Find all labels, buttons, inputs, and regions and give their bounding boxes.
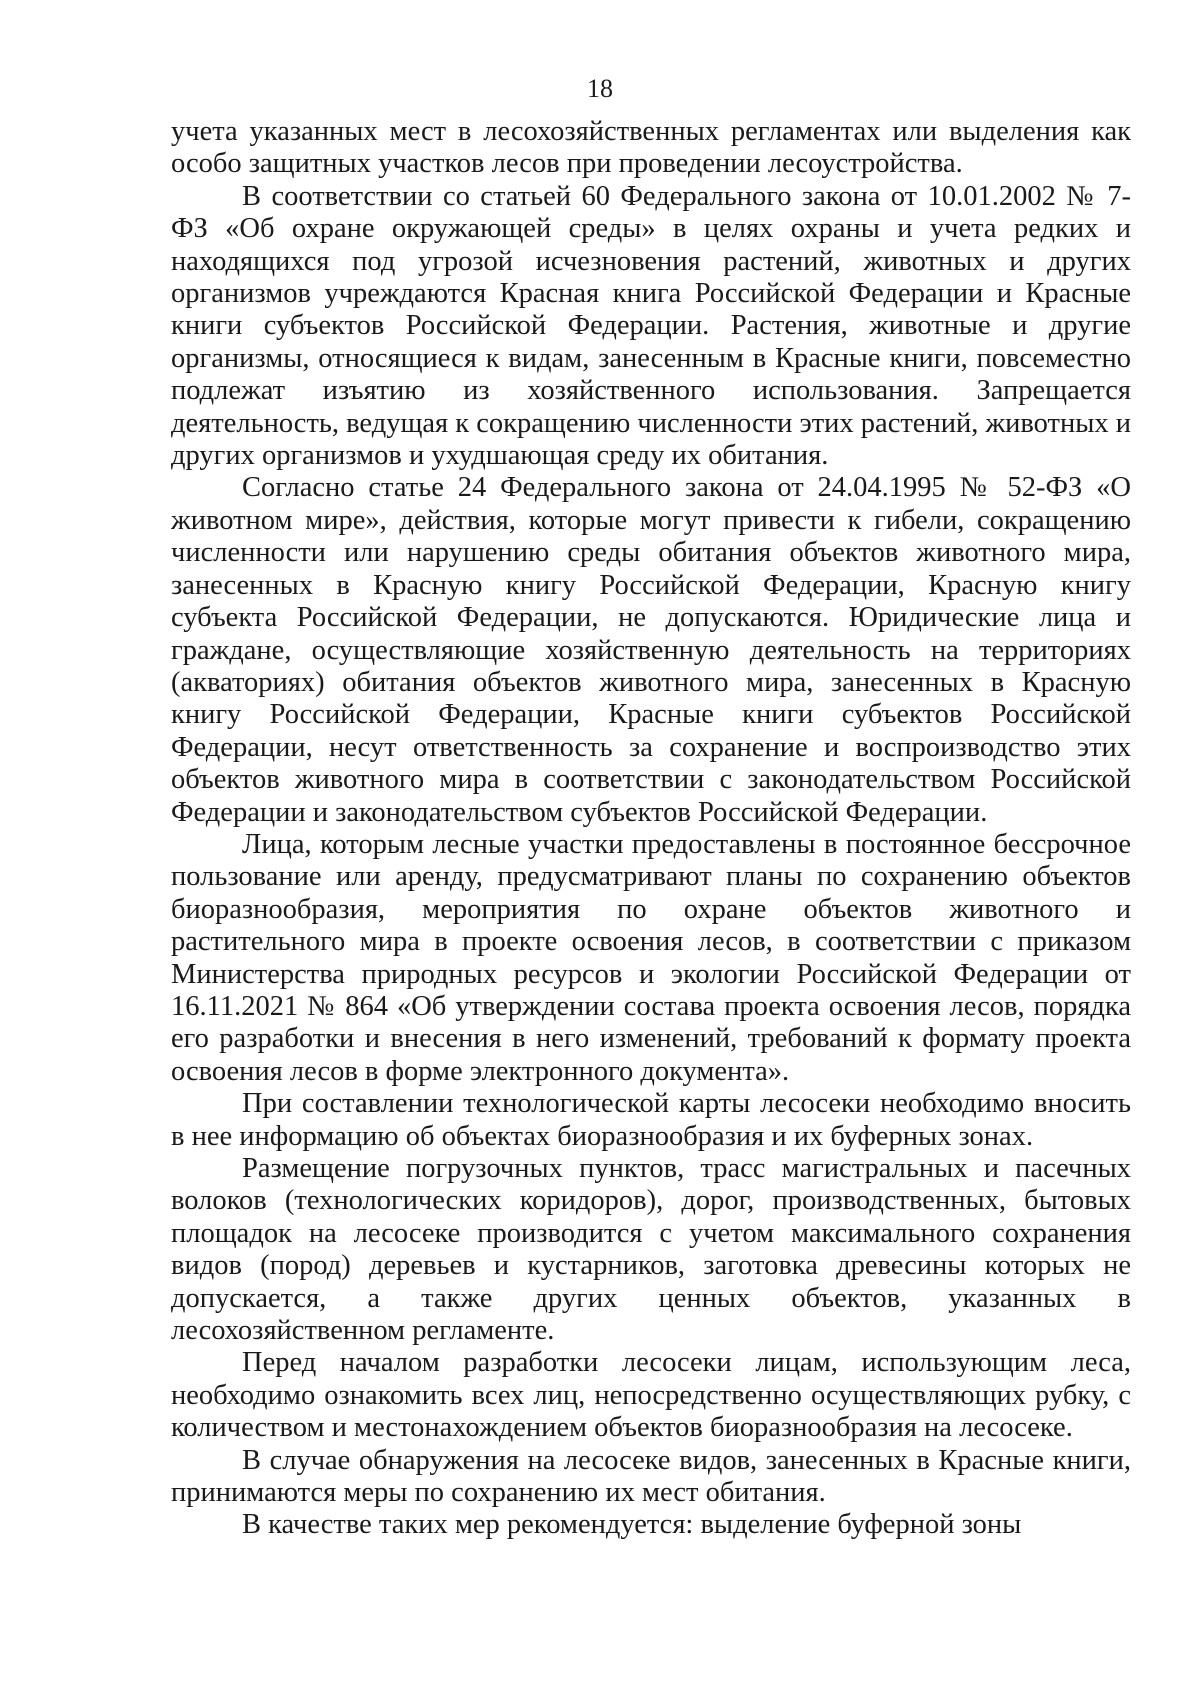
paragraph-forest-users-plans: Лица, которым лесные участки предоставлены в постоянное бессрочное пользование или аренду, предусматривают планы по сохранению объектов биоразнообразия, мероприятия по охране объектов животного и растительного мира в проекте освоения лесов, в соответствии с приказом Министерства природных ресурсов и экологии Российской Федерации от 16.11.2021 № 864 «Об утверждении состава проекта освоения лесов, порядка его разработки и внесения в него изменений, требований к формату проекта освоения лесов в форме электронного документа».	[171, 828, 1131, 1087]
paragraph-recommended-measures: В качестве таких мер рекомендуется: выделение буферной зоны	[242, 1509, 1022, 1541]
paragraph-continuation: учета указанных мест в лесохозяйственных регламентах или выделения как особо защитных участков лесов при проведении лесоустройства.	[171, 116, 1131, 180]
paragraph-technological-map: При составлении технологической карты лесосеки необходимо вносить в нее информацию об объектах биоразнообразия и их буферных зонах.	[171, 1088, 1131, 1152]
paragraph-before-logging: Перед началом разработки лесосеки лицам, использующим леса, необходимо ознакомить всех лиц, непосредственно осуществляющих рубку, с количеством и местонахождением объектов биоразнообразия на лесосеке.	[171, 1347, 1131, 1444]
page-number: 18	[587, 74, 613, 103]
document-body	[171, 116, 1131, 1542]
paragraph-red-book-law: В соответствии со статьей 60 Федерального закона от 10.01.2002 № 7-ФЗ «Об охране окружающей среды» в целях охраны и учета редких и находящихся под угрозой исчезновения растений, животных и других организмов учреждаются Красная книга Российской Федерации и Красные книги субъектов Российской Федерации. Растения, животные и другие организмы, относящиеся к видам, занесенным в Красные книги, повсеместно подлежат изъятию из хозяйственного использования. Запрещается деятельность, ведущая к сокращению численности этих растений, животных и других организмов и ухудшающая среду их обитания.	[171, 180, 1132, 472]
paragraph-animal-world-law: Согласно статье 24 Федерального закона от 24.04.1995 № 52-ФЗ «О животном мире», действия, которые могут привести к гибели, сокращению численности или нарушению среды обитания объектов животного мира, занесенных в Красную книгу Российской Федерации, Красную книгу субъекта Российской Федерации, не допускаются. Юридические лица и граждане, осуществляющие хозяйственную деятельность на территориях (акваториях) обитания объектов животного мира, занесенных в Красную книгу Российской Федерации, Красные книги субъектов Российской Федерации, несут ответственность за сохранение и воспроизводство этих объектов животного мира в соответствии с законодательством Российской Федерации и законодательством субъектов Российской Федерации.	[171, 472, 1131, 828]
paragraph-placement-of-points: Размещение погрузочных пунктов, трасс магистральных и пасечных волоков (технологических коридоров), дорог, производственных, бытовых площадок на лесосеке производится с учетом максимального сохранения видов (пород) деревьев и кустарников, заготовка древесины которых не допускается, а также других ценных объектов, указанных в лесохозяйственном регламенте.	[171, 1153, 1131, 1347]
paragraph-red-book-species-found: В случае обнаружения на лесосеке видов, занесенных в Красные книги, принимаются меры по сохранению их мест обитания.	[171, 1444, 1131, 1509]
